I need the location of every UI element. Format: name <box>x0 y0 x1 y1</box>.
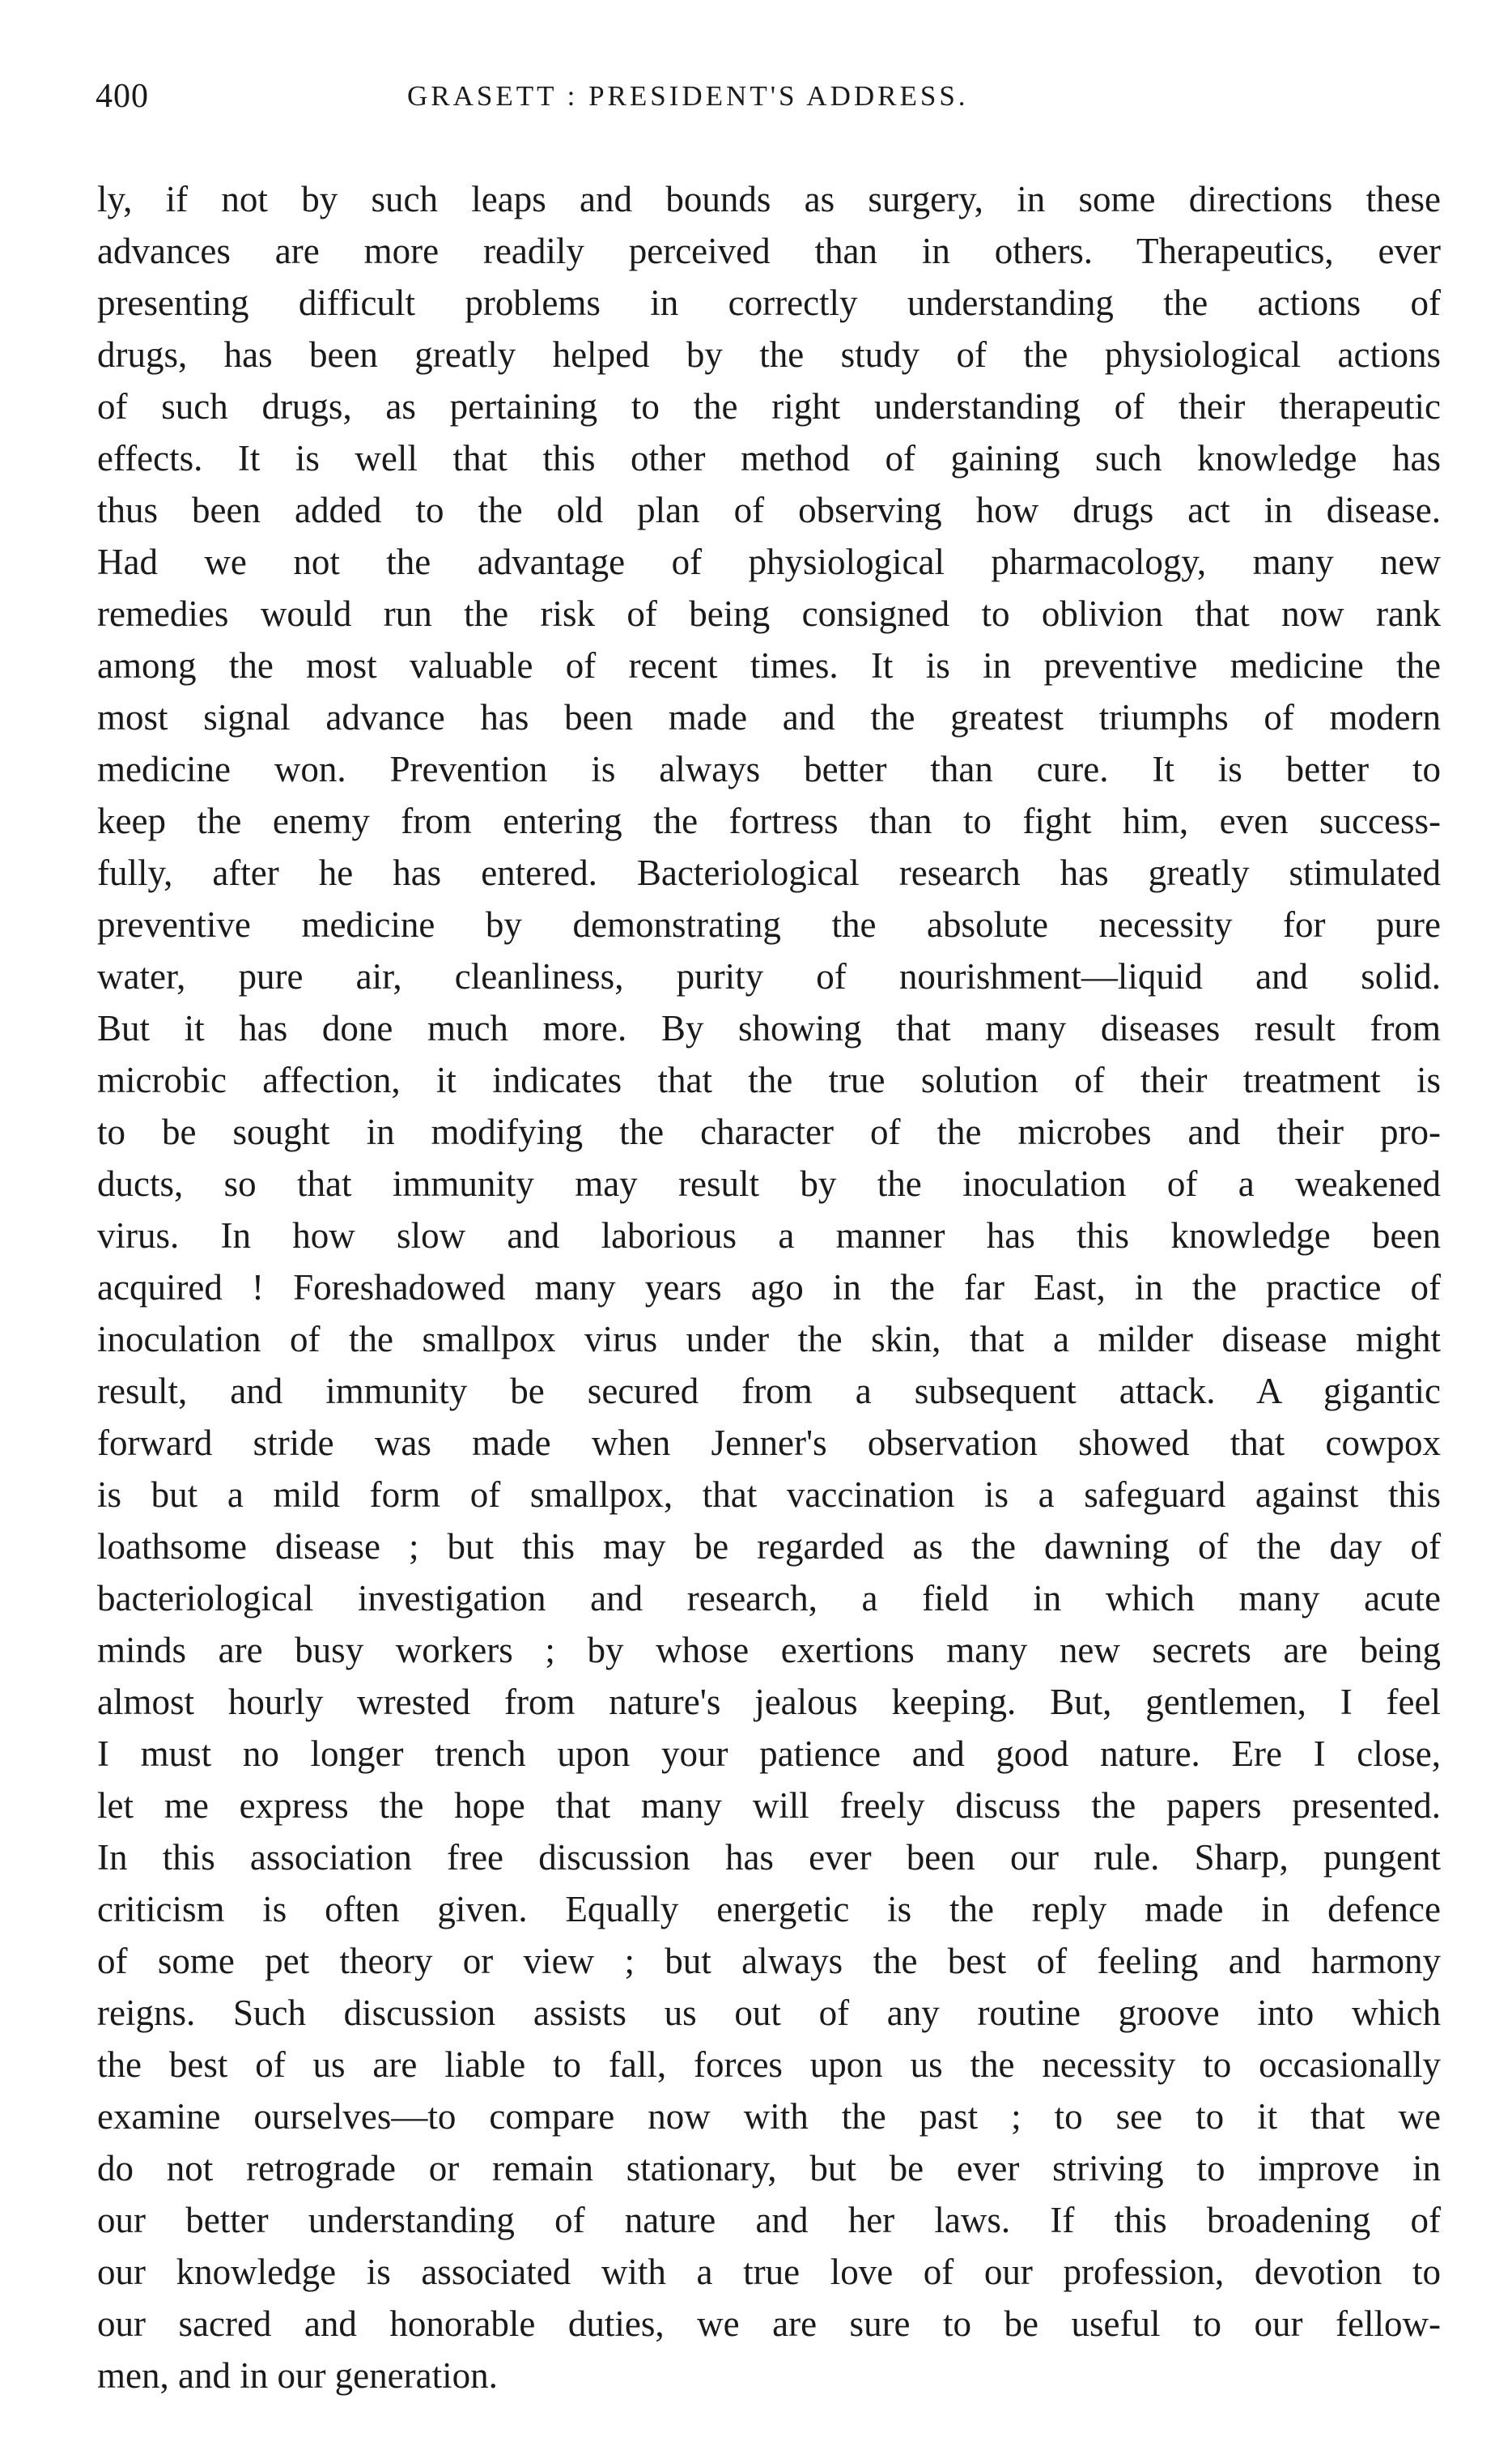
text-line: keep the enemy from entering the fortress than to fight him, even success- <box>97 801 1441 841</box>
text-line: almost hourly wrested from nature's jealous keeping. But, gentlemen, I feel <box>97 1682 1441 1722</box>
text-line: ducts, so that immunity may result by the inoculation of a weakened <box>97 1163 1441 1204</box>
text-line: our sacred and honorable duties, we are sure to be useful to our fellow- <box>97 2303 1441 2344</box>
text-line: remedies would run the risk of being consigned to oblivion that now rank <box>97 593 1441 634</box>
text-line: forward stride was made when Jenner's observation showed that cowpox <box>97 1423 1441 1463</box>
page-number: 400 <box>96 78 149 115</box>
text-line: among the most valuable of recent times. It is in preventive medicine the <box>97 645 1441 686</box>
running-title: GRASETT : PRESIDENT'S ADDRESS. <box>407 80 969 112</box>
text-line: microbic affection, it indicates that the true solution of their treatment is <box>97 1060 1441 1100</box>
body-text <box>97 173 1441 2401</box>
text-line: result, and immunity be secured from a subsequent attack. A gigantic <box>97 1371 1441 1411</box>
text-line: thus been added to the old plan of observing how drugs act in disease. <box>97 490 1441 530</box>
text-line: acquired ! Foreshadowed many years ago in the far East, in the practice of <box>97 1267 1441 1308</box>
text-line: preventive medicine by demonstrating the absolute necessity for pure <box>97 904 1441 945</box>
text-line: of some pet theory or view ; but always the best of feeling and harmony <box>97 1941 1441 1981</box>
text-line: effects. It is well that this other method of gaining such knowledge has <box>97 438 1441 479</box>
text-line: In this association free discussion has ever been our rule. Sharp, pungent <box>97 1837 1441 1878</box>
text-line: to be sought in modifying the character of the microbes and their pro- <box>97 1112 1441 1152</box>
text-line: advances are more readily perceived than in others. Therapeutics, ever <box>97 231 1441 271</box>
text-line: drugs, has been greatly helped by the study of the physiological actions <box>97 334 1441 375</box>
text-line: I must no longer trench upon your patience and good nature. Ere I close, <box>97 1733 1441 1774</box>
text-line: let me express the hope that many will freely discuss the papers presented. <box>97 1785 1441 1826</box>
text-line: of such drugs, as pertaining to the right understanding of their therapeutic <box>97 386 1441 427</box>
text-line: our knowledge is associated with a true love of our profession, devotion to <box>97 2252 1441 2292</box>
text-line: Had we not the advantage of physiological pharmacology, many new <box>97 542 1441 582</box>
text-line: examine ourselves—to compare now with the past ; to see to it that we <box>97 2096 1441 2137</box>
running-header <box>96 77 1439 125</box>
text-line: inoculation of the smallpox virus under the skin, that a milder disease might <box>97 1319 1441 1359</box>
text-line: most signal advance has been made and the greatest triumphs of modern <box>97 697 1441 738</box>
text-line: is but a mild form of smallpox, that vaccination is a safeguard against this <box>97 1474 1441 1515</box>
text-line: our better understanding of nature and her laws. If this broadening of <box>97 2200 1441 2240</box>
text-line: the best of us are liable to fall, forces upon us the necessity to occasionally <box>97 2044 1441 2085</box>
text-line: bacteriological investigation and research, a field in which many acute <box>97 1578 1441 1618</box>
text-line: ly, if not by such leaps and bounds as surgery, in some directions these <box>97 179 1441 219</box>
text-line: medicine won. Prevention is always better than cure. It is better to <box>97 749 1441 789</box>
text-line: water, pure air, cleanliness, purity of nourishment—liquid and solid. <box>97 956 1441 997</box>
text-line: presenting difficult problems in correctly understanding the actions of <box>97 283 1441 323</box>
text-line: minds are busy workers ; by whose exertions many new secrets are being <box>97 1630 1441 1670</box>
text-line: do not retrograde or remain stationary, but be ever striving to improve in <box>97 2148 1441 2188</box>
text-line: loathsome disease ; but this may be regarded as the dawning of the day of <box>97 1526 1441 1567</box>
text-line: men, and in our generation. <box>97 2355 498 2396</box>
text-line: fully, after he has entered. Bacteriological research has greatly stimulated <box>97 853 1441 893</box>
text-line: reigns. Such discussion assists us out of any routine groove into which <box>97 1993 1441 2033</box>
text-line: criticism is often given. Equally energetic is the reply made in defence <box>97 1889 1441 1929</box>
text-line: But it has done much more. By showing that many diseases result from <box>97 1008 1441 1048</box>
text-line: virus. In how slow and laborious a manner has this knowledge been <box>97 1215 1441 1256</box>
